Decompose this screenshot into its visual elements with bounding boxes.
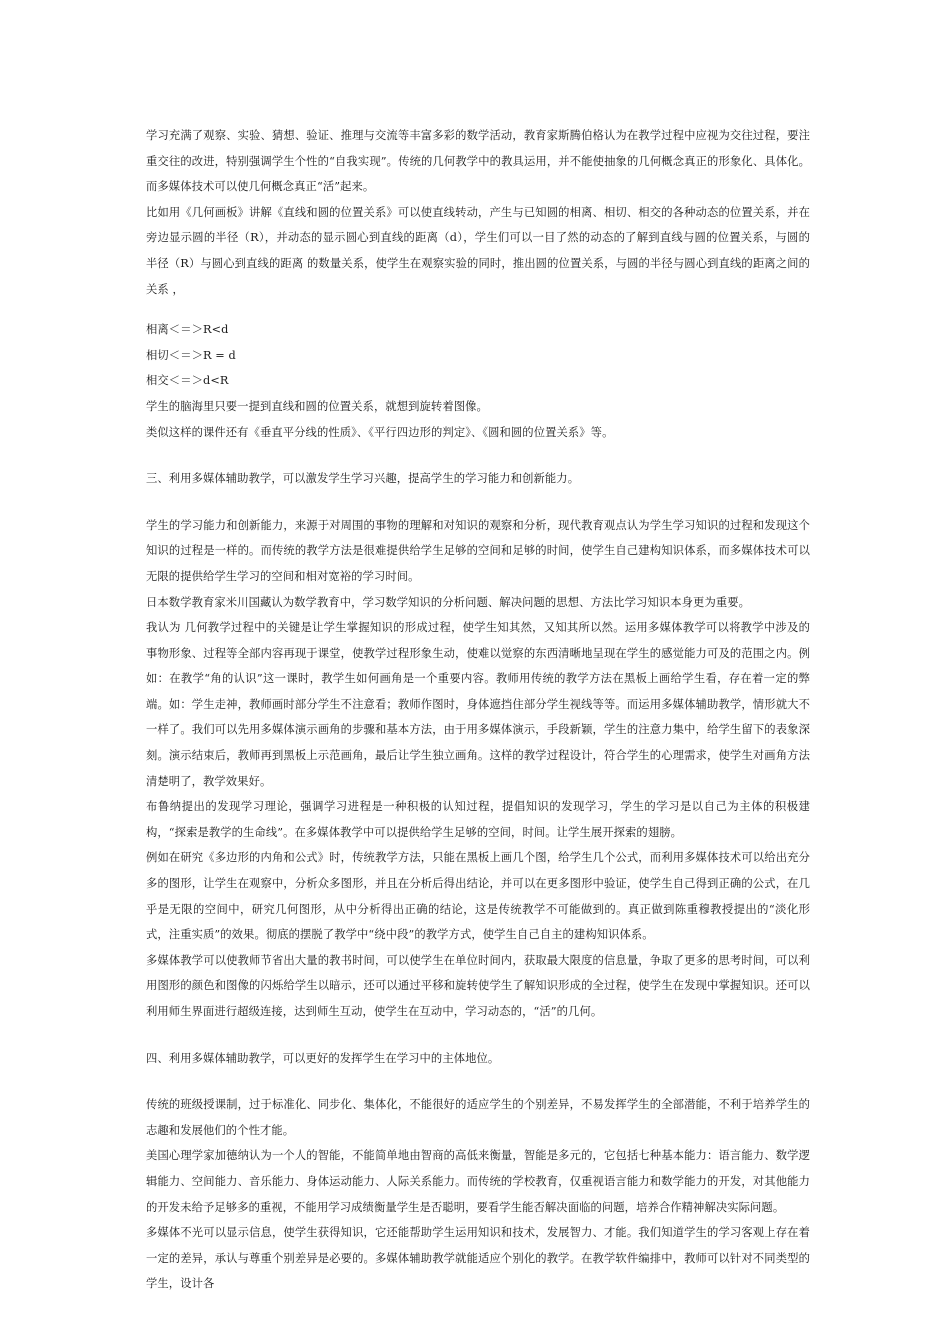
paragraph: 例如在研究《多边形的内角和公式》时，传统教学方法，只能在黑板上画几个图，给学生几个公式，而利用多媒体技术可以给出充分多的图形，让学生在观察中，分析众多图形，并且在分析后得出结论，并可以在更多图形中验证，使学生自己得到正确的公式，在几乎是无限的空间中，研究几何图形，从中分析得出正确的结论，这是传统教学不可能做到的。真正做到陈重穆教授提出的“淡化形式，注重实质”的效果。彻底的摆脱了教学中“绕中段”的教学方式，使学生自己自主的建构知识体系。 — [146, 851, 810, 942]
paragraph: 美国心理学家加德纳认为一个人的智能，不能简单地由智商的高低来衡量，智能是多元的，它包括七种基本能力：语言能力、数学逻辑能力、空间能力、音乐能力、身体运动能力、人际关系能力。而传统的学校教育，仅重视语言能力和数学能力的开发，对其他能力的开发未给予足够多的重视，不能用学习成绩衡量学生是否聪明，要看学生能否解决面临的问题，培养合作精神解决实际问题。 — [146, 1149, 810, 1214]
paragraph: 多媒体不光可以显示信息，使学生获得知识，它还能帮助学生运用知识和技术，发展智力、才能。我们知道学生的学习客观上存在着一定的差异，承认与尊重个别差异是必要的。多媒体辅助教学就能适应个别化的教学。在教学软件编排中，教师可以针对不同类型的学生，设计各 — [146, 1226, 810, 1291]
spacer — [146, 492, 810, 513]
section-heading: 四、利用多媒体辅助教学，可以更好的发挥学生在学习中的主体地位。 — [146, 1051, 500, 1065]
paragraph: 布鲁纳提出的发现学习理论，强调学习进程是一种积极的认知过程，提倡知识的发现学习，学生的学习是以自己为主体的积极建构，“探索是教学的生命线”。在多媒体教学中可以提供给学生足够的空间，时间。让学生展开探索的翅膀。 — [146, 800, 810, 839]
paragraph: 类似这样的课件还有《垂直平分线的性质》、《平行四边形的判定》、《圆和圆的位置关系》等。 — [146, 425, 614, 439]
section-heading: 三、利用多媒体辅助教学，可以激发学生学习兴趣，提高学生的学习能力和创新能力。 — [146, 472, 580, 486]
paragraph: 学生的脑海里只要一提到直线和圆的位置关系，就想到旋转着图像。 — [146, 399, 488, 413]
spacer — [146, 1071, 810, 1092]
paragraph: 学习充满了观察、实验、猜想、验证、推理与交流等丰富多彩的数学活动，教育家斯腾伯格认为在教学过程中应视为交往过程，要注重交往的改进，特别强调学生个性的“自我实现”。传统的几何教学中的教具运用，并不能使抽象的几何概念真正的形象化、具体化。而多媒体技术可以使几何概念真正“活”起来。 — [146, 129, 810, 194]
paragraph: 我认为 几何教学过程中的关键是让学生掌握知识的形成过程，使学生知其然，又知其所以然。运用多媒体教学可以将教学中涉及的事物形象、过程等全部内容再现于课堂，使教学过程形象生动，使难以觉察的东西清晰地呈现在学生的感觉能力可及的范围之内。例如：在教学“角的认识”这一课时，教学生如何画角是一个重要内容。教师用传统的教学方法在黑板上画给学生看，存在着一定的弊端。如：学生走神，教师画时部分学生不注意看；教师作图时，身体遮挡住部分学生视线等等。而运用多媒体辅助教学，情形就大不一样了。我们可以先用多媒体演示画角的步骤和基本方法，由于用多媒体演示，手段新颖，学生的注意力集中，给学生留下的表象深刻。演示结束后，教师再到黑板上示范画角，最后让学生独立画角。这样的教学过程设计，符合学生的心理需求，使学生对画角方法清楚明了，教学效果好。 — [146, 621, 810, 788]
relation-line: 相交＜＝＞d<R — [146, 374, 229, 388]
paragraph: 多媒体教学可以使教师节省出大量的教书时间，可以使学生在单位时间内，获取最大限度的信息量，争取了更多的思考时间，可以利用图形的颜色和图像的闪烁给学生以暗示，还可以通过平移和旋转使学生了解知识形成的全过程，使学生在发现中掌握知识。还可以利用师生界面进行超级连接，达到师生互动，使学生在互动中，学习动态的，“活”的几何。 — [146, 953, 810, 1018]
spacer — [146, 445, 810, 466]
paragraph: 学生的学习能力和创新能力，来源于对周围的事物的理解和对知识的观察和分析，现代教育观点认为学生学习知识的过程和发现这个知识的过程是一样的。而传统的教学方法是很难提供给学生足够的空间和足够的时间，使学生自己建构知识体系，而多媒体技术可以无限的提供给学生学习的空间和相对宽裕的学习时间。 — [146, 518, 810, 583]
paragraph: 传统的班级授课制，过于标准化、同步化、集体化，不能很好的适应学生的个别差异，不易发挥学生的全部潜能，不利于培养学生的志趣和发展他们的个性才能。 — [146, 1098, 810, 1137]
relation-line: 相离＜＝＞R<d — [146, 323, 229, 337]
paragraph: 日本数学教育家米川国藏认为数学教育中，学习数学知识的分析问题、解决问题的思想、方法比学习知识本身更为重要。 — [146, 595, 751, 609]
relation-line: 相切＜＝＞R = d — [146, 348, 236, 362]
spacer — [146, 302, 810, 317]
document-body — [146, 123, 810, 1297]
paragraph: 比如用《几何画板》讲解《直线和圆的位置关系》可以使直线转动，产生与已知圆的相离、相切、相交的各种动态的位置关系，并在旁边显示圆的半径（R），并动态的显示圆心到直线的距离（d），学生们可以一目了然的动态的了解到直线与圆的位置关系，与圆的半径（R）与圆心到直线的距离 的数量关系，使学生在观察实验的同时，推出圆的位置关系，与圆的半径与圆心到直线的距离之间的关系 ， — [146, 205, 810, 296]
spacer — [146, 1025, 810, 1046]
